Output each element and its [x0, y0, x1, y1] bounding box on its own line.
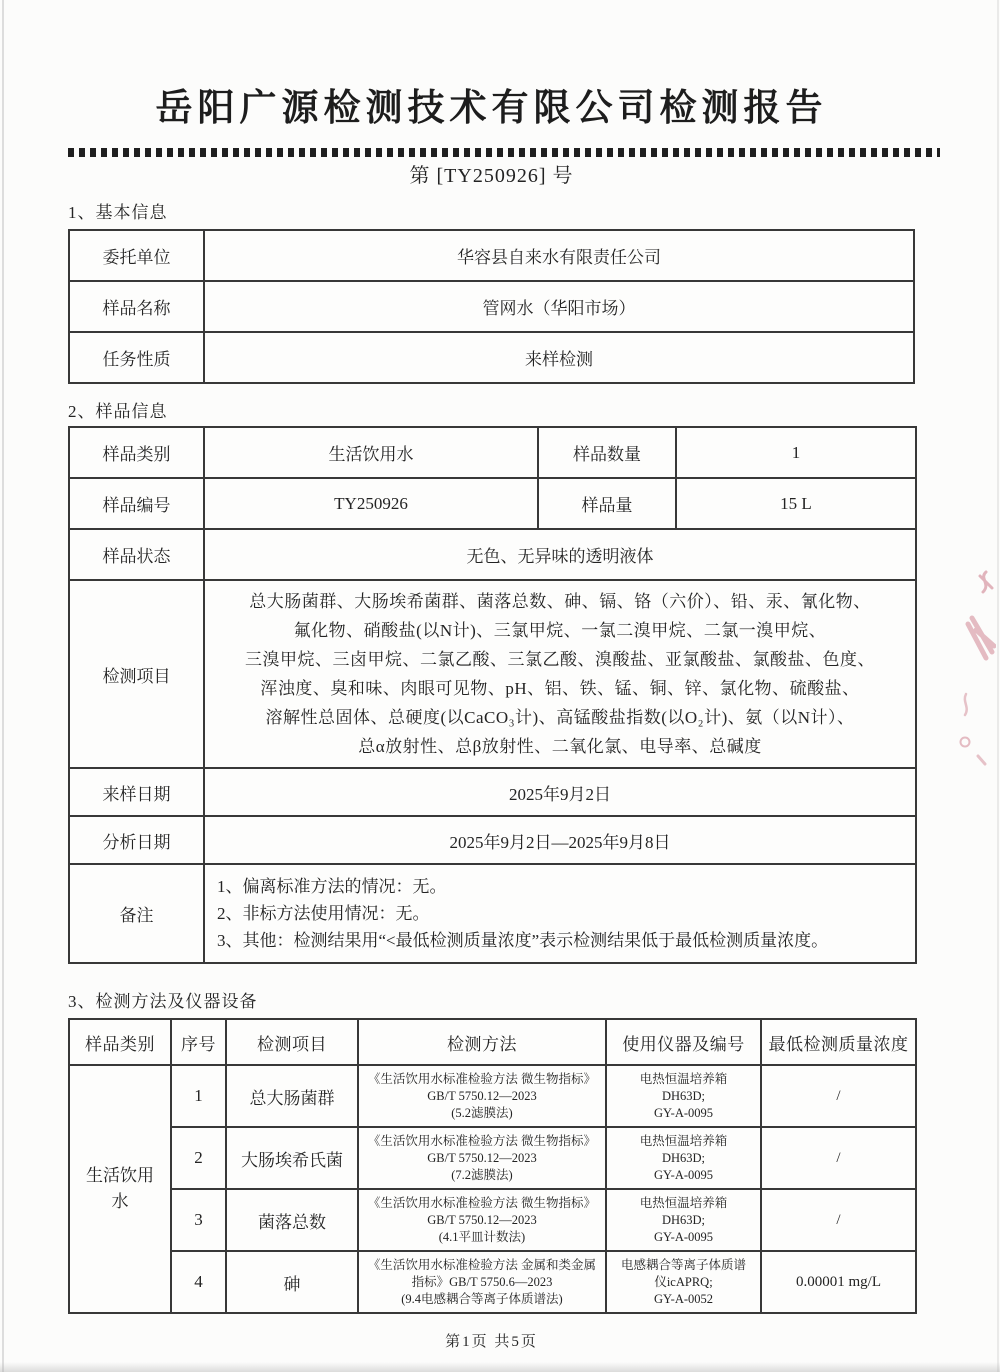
- test-item: 菌落总数: [226, 1189, 358, 1251]
- table-row: [69, 1065, 916, 1127]
- test-items-line: 浑浊度、臭和味、肉眼可见物、pH、铝、铁、锰、铜、锌、氯化物、硫酸盐、: [260, 679, 860, 698]
- column-header: 检测项目: [226, 1019, 358, 1065]
- remark-line: 3、其他：检测结果用“<最低检测质量浓度”表示检测结果低于最低检测质量浓度。: [217, 931, 829, 950]
- instrument-line: DH63D;: [661, 1212, 706, 1227]
- section1-heading: 1、基本信息: [68, 203, 168, 222]
- method-line: GB/T 5750.12—2023: [427, 1150, 537, 1165]
- detection-limit: /: [761, 1127, 916, 1189]
- row-number: 4: [171, 1251, 226, 1313]
- detection-limit: /: [761, 1065, 916, 1127]
- column-header: 使用仪器及编号: [606, 1019, 761, 1065]
- method-line: 《生活饮用水标准检验方法 微生物指标》: [367, 1133, 597, 1148]
- sample-category: 生活饮用水: [86, 1166, 154, 1211]
- test-items-line: 溶解性总固体、总硬度(以CaCO₃计)、高锰酸盐指数(以O₂计)、氨（以N计）、: [265, 708, 855, 727]
- table-row: [69, 1127, 916, 1189]
- test-items-cell: [204, 580, 916, 768]
- method-line: (4.1平皿计数法): [438, 1229, 526, 1244]
- row-number: 1: [171, 1065, 226, 1127]
- test-items-line: 总大肠菌群、大肠埃希菌群、菌落总数、砷、镉、铬（六价）、铅、汞、氰化物、: [249, 592, 871, 611]
- table-header-row: [69, 1019, 916, 1065]
- row-label: 样品量: [538, 478, 676, 529]
- test-item: 总大肠菌群: [226, 1065, 358, 1127]
- report-number: 第 [TY250926] 号: [409, 165, 574, 187]
- detection-limit: 0.00001 mg/L: [761, 1251, 916, 1313]
- row-value: 华容县自来水有限责任公司: [204, 230, 914, 281]
- table-row: [69, 281, 914, 332]
- section3-heading: 3、检测方法及仪器设备: [68, 992, 258, 1011]
- instrument-line: GY-A-0095: [653, 1105, 714, 1120]
- table-row: [69, 1189, 916, 1251]
- method-cell: [358, 1065, 606, 1127]
- row-label: 样品类别: [69, 427, 204, 478]
- method-line: 指标》GB/T 5750.6—2023: [411, 1274, 553, 1289]
- remark-line: 2、非标方法使用情况：无。: [217, 904, 430, 923]
- row-value: 无色、无异味的透明液体: [204, 529, 916, 580]
- row-value: TY250926: [204, 478, 538, 529]
- row-value: 来样检测: [204, 332, 914, 383]
- instrument-line: GY-A-0095: [653, 1167, 714, 1182]
- row-number: 3: [171, 1189, 226, 1251]
- row-label: 样品数量: [538, 427, 676, 478]
- column-header: 样品类别: [69, 1019, 171, 1065]
- method-line: GB/T 5750.12—2023: [427, 1088, 537, 1103]
- table-row: [69, 768, 916, 816]
- instrument-line: 仪icAPRQ;: [654, 1274, 713, 1289]
- scan-bottom-artifact: [0, 1362, 1000, 1372]
- method-line: (7.2滤膜法): [451, 1167, 513, 1182]
- row-number: 2: [171, 1127, 226, 1189]
- instrument-line: 电热恒温培养箱: [639, 1071, 728, 1086]
- instrument-line: GY-A-0052: [653, 1291, 714, 1306]
- report-title: 岳阳广源检测技术有限公司检测报告: [155, 87, 828, 128]
- test-item: 砷: [226, 1251, 358, 1313]
- instrument-cell: [606, 1251, 761, 1313]
- title-divider: [68, 148, 940, 157]
- table-row-remark: [69, 864, 916, 963]
- row-value: 2025年9月2日: [204, 768, 916, 816]
- method-line: (5.2滤膜法): [451, 1105, 513, 1120]
- row-label: 样品编号: [69, 478, 204, 529]
- method-cell: [358, 1189, 606, 1251]
- row-label: 委托单位: [69, 230, 204, 281]
- method-line: 《生活饮用水标准检验方法 微生物指标》: [367, 1071, 597, 1086]
- method-cell: [358, 1127, 606, 1189]
- methods-table: [68, 1018, 917, 1314]
- instrument-line: 电热恒温培养箱: [639, 1195, 728, 1210]
- row-value: 1: [676, 427, 916, 478]
- row-label: 样品状态: [69, 529, 204, 580]
- column-header: 检测方法: [358, 1019, 606, 1065]
- table-row: [69, 332, 914, 383]
- instrument-line: DH63D;: [661, 1150, 706, 1165]
- remark-cell: [204, 864, 916, 963]
- table-row: [69, 478, 916, 529]
- detection-limit: /: [761, 1189, 916, 1251]
- column-header: 最低检测质量浓度: [761, 1019, 916, 1065]
- instrument-line: GY-A-0095: [653, 1229, 714, 1244]
- test-items-line: 氟化物、硝酸盐(以N计)、三氯甲烷、一氯二溴甲烷、二氯一溴甲烷、: [293, 621, 827, 640]
- instrument-cell: [606, 1065, 761, 1127]
- row-label: 样品名称: [69, 281, 204, 332]
- row-label: 来样日期: [69, 768, 204, 816]
- method-cell: [358, 1251, 606, 1313]
- table-row: [69, 427, 916, 478]
- page-footer: 第1页 共5页: [445, 1334, 538, 1350]
- row-label: 分析日期: [69, 816, 204, 864]
- instrument-line: DH63D;: [661, 1088, 706, 1103]
- sample-info-table: [68, 426, 917, 964]
- row-label: 备注: [69, 864, 204, 963]
- report-content: [68, 84, 915, 1351]
- row-value: 2025年9月2日—2025年9月8日: [204, 816, 916, 864]
- basic-info-table: [68, 229, 915, 384]
- row-value: 15 L: [676, 478, 916, 529]
- scan-edge-left: [2, 0, 4, 1372]
- row-value: 管网水（华阳市场）: [204, 281, 914, 332]
- instrument-line: 电热恒温培养箱: [639, 1133, 728, 1148]
- table-row: [69, 816, 916, 864]
- test-item: 大肠埃希氏菌: [226, 1127, 358, 1189]
- method-line: (9.4电感耦合等离子体质谱法): [401, 1291, 563, 1306]
- row-label: 检测项目: [69, 580, 204, 768]
- remark-line: 1、偏离标准方法的情况：无。: [217, 877, 447, 896]
- table-row: [69, 529, 916, 580]
- method-line: GB/T 5750.12—2023: [427, 1212, 537, 1227]
- method-line: 《生活饮用水标准检验方法 微生物指标》: [367, 1195, 597, 1210]
- instrument-cell: [606, 1189, 761, 1251]
- instrument-line: 电感耦合等离子体质谱: [620, 1257, 746, 1272]
- table-row-test-items: [69, 580, 916, 768]
- column-header: 序号: [171, 1019, 226, 1065]
- instrument-cell: [606, 1127, 761, 1189]
- sample-category-cell: [69, 1065, 171, 1313]
- row-value: 生活饮用水: [204, 427, 538, 478]
- table-row: [69, 230, 914, 281]
- section2-heading: 2、样品信息: [68, 402, 168, 421]
- method-line: 《生活饮用水标准检验方法 金属和类金属: [367, 1257, 597, 1272]
- scan-edge-right: [997, 0, 999, 1372]
- table-row: [69, 1251, 916, 1313]
- test-items-line: 三溴甲烷、三卤甲烷、二氯乙酸、三氯乙酸、溴酸盐、亚氯酸盐、氯酸盐、色度、: [245, 650, 875, 669]
- red-stamp-fragment: [956, 566, 996, 776]
- row-label: 任务性质: [69, 332, 204, 383]
- test-items-line: 总α放射性、总β放射性、二氧化氯、电导率、总碱度: [358, 737, 762, 756]
